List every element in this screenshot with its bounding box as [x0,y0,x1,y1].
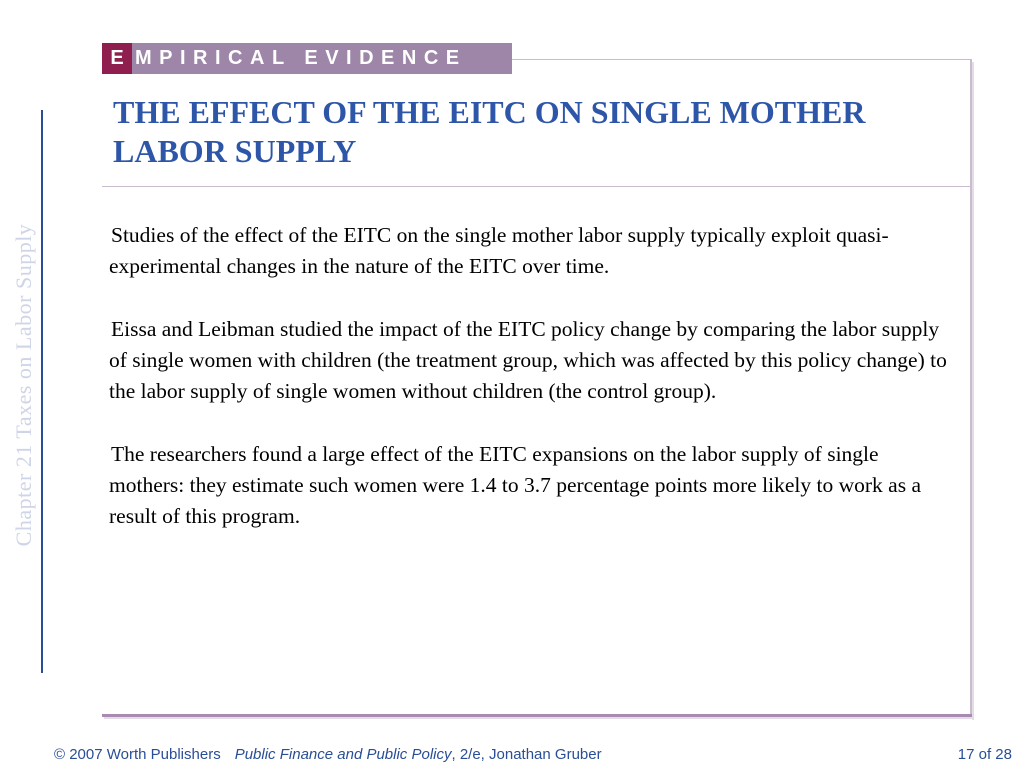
section-banner [102,43,512,74]
footer-edition-author: , 2/e, Jonathan Gruber [451,746,602,763]
page-indicator: 17 of 28 [957,746,1012,763]
footer-citation [54,746,602,763]
title-divider [102,186,972,187]
frame-right-shadow [972,62,974,720]
footer-book-title: Public Finance and Public Policy [234,746,452,763]
chapter-label: Chapter 21 Taxes on Labor Supply [11,223,36,547]
banner-first-letter: E [102,43,132,74]
body-paragraph: The researchers found a large effect of the EITC expansions on the labor supply of single mothers: they estimate such women were 1.4 to 3.7 percentage points more likely to work as a result of this program. [109,442,922,528]
banner-text: MPIRICAL EVIDENCE [135,47,467,69]
left-vertical-rule [41,110,43,673]
footer-copyright: © 2007 Worth Publishers [54,746,221,763]
slide-body [109,220,959,564]
body-paragraph: Eissa and Leibman studied the impact of the EITC policy change by comparing the labor supply of single women with children (the treatment group, which was affected by this policy change) to the labor supply of single women without children (the control group). [109,317,947,403]
body-paragraph: Studies of the effect of the EITC on the single mother labor supply typically exploit quasi-experimental changes in the nature of the EITC over time. [109,223,889,278]
slide-title: THE EFFECT OF THE EITC ON SINGLE MOTHER LABOR SUPPLY [113,94,866,169]
frame-bottom-shadow [104,717,974,719]
frame-top-rule [512,59,972,60]
